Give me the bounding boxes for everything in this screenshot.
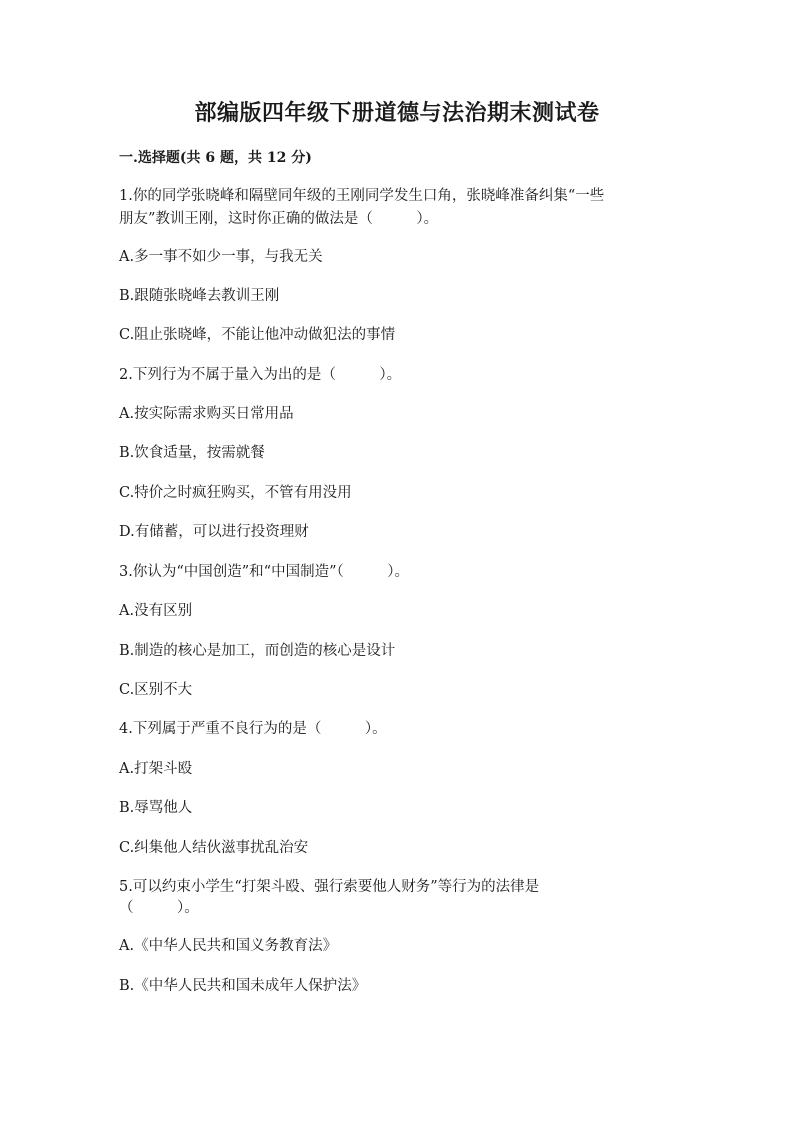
question-2-option-c: C.特价之时疯狂购买，不管有用没用	[119, 485, 352, 501]
question-3-option-c: C.区别不大	[119, 682, 193, 698]
page-title: 部编版四年级下册道德与法治期末测试卷	[194, 100, 600, 126]
question-4-stem: 4.下列属于严重不良行为的是（ ）。	[119, 721, 387, 737]
question-5-option-b: B.《中华人民共和国未成年人保护法》	[119, 978, 367, 994]
question-1-stem-line1: 1.你的同学张晓峰和隔壁同年级的王刚同学发生口角，张晓峰准备纠集“一些	[119, 188, 605, 204]
question-4-option-a: A.打架斗殴	[119, 761, 193, 777]
question-2-stem: 2.下列行为不属于量入为出的是（ ）。	[119, 367, 402, 383]
question-3-stem: 3.你认为“中国创造”和“中国制造”（ ）。	[119, 564, 409, 580]
question-1-option-c: C.阻止张晓峰，不能让他冲动做犯法的事情	[119, 327, 396, 343]
question-5-stem-line2: （ ）。	[119, 900, 199, 916]
question-2-option-b: B.饮食适量，按需就餐	[119, 445, 265, 461]
question-5-stem-line1: 5.可以约束小学生“打架斗殴、强行索要他人财务”等行为的法律是	[119, 879, 540, 895]
question-1-option-a: A.多一事不如少一事，与我无关	[119, 249, 323, 265]
section-heading: 一.选择题(共 6 题，共 12 分)	[119, 150, 312, 166]
question-3-option-b: B.制造的核心是加工，而创造的核心是设计	[119, 643, 396, 659]
question-2-option-a: A.按实际需求购买日常用品	[119, 406, 294, 422]
question-4-option-c: C.纠集他人结伙滋事扰乱治安	[119, 840, 309, 856]
question-1-stem-line2: 朋友”教训王刚，这时你正确的做法是（ ）。	[119, 211, 439, 227]
question-5-option-a: A.《中华人民共和国义务教育法》	[119, 938, 338, 954]
question-4-option-b: B.辱骂他人	[119, 800, 193, 816]
question-1-option-b: B.跟随张晓峰去教训王刚	[119, 288, 280, 304]
question-3-option-a: A.没有区别	[119, 603, 193, 619]
question-2-option-d: D.有储蓄，可以进行投资理财	[119, 524, 309, 540]
